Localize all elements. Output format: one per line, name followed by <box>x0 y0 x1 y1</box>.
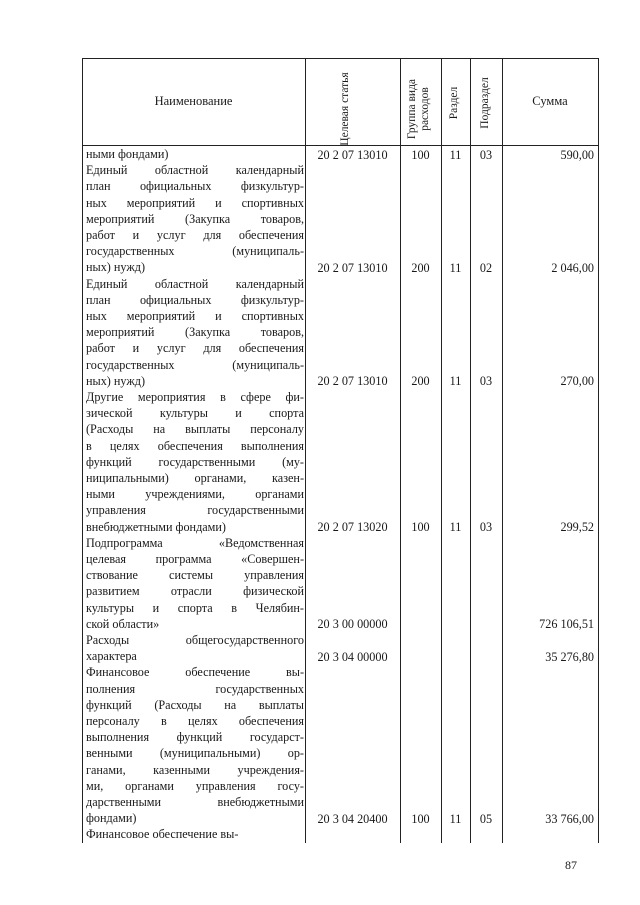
row-name-line: характера <box>86 649 137 664</box>
row-sum: 35 276,80 <box>545 649 594 664</box>
table-row <box>86 146 304 162</box>
row-name-line: ствование системы управления <box>86 568 304 583</box>
table-top-border <box>82 58 598 59</box>
row-name-line: зической культуры и спорта <box>86 406 304 421</box>
row-section: 11 <box>449 374 462 389</box>
row-name-line: функций (Расходы на выплаты <box>86 697 304 712</box>
row-section: 11 <box>449 520 462 535</box>
row-name-line: ными учреждениями, органами <box>86 487 304 502</box>
page-number: 87 <box>565 858 577 872</box>
row-group: 100 <box>411 147 430 162</box>
row-name-line: ных мероприятий и спортивных <box>86 195 304 210</box>
row-subsection: 03 <box>479 520 493 535</box>
col-border-name <box>305 58 306 843</box>
row-name-line: ных) нужд) <box>86 260 146 275</box>
col-border-right <box>598 58 599 843</box>
row-name-line: культуры и спорта в Челябин- <box>86 600 304 615</box>
row-name-line: Единый областной календарный <box>86 163 304 178</box>
row-group: 100 <box>411 520 430 535</box>
row-name-line: Единый областной календарный <box>86 276 304 291</box>
row-name-line: план официальных физкультур- <box>86 179 304 194</box>
row-sum: 270,00 <box>560 374 594 389</box>
row-target: 20 2 07 13010 <box>317 260 388 275</box>
row-sum: 33 766,00 <box>545 811 594 826</box>
row-subsection: 03 <box>479 147 493 162</box>
table-row <box>86 162 304 275</box>
row-section: 11 <box>449 260 462 275</box>
col-border-target <box>400 58 401 843</box>
row-name-line: целевая программа «Совершен- <box>86 551 304 566</box>
row-name-line: управления государственными <box>86 503 304 518</box>
col-border-subsection <box>502 58 503 843</box>
row-name-line: ской области» <box>86 616 160 631</box>
row-name-line: в целях обеспечения выполнения <box>86 438 304 453</box>
header-sum: Сумма <box>532 94 568 108</box>
row-sum: 299,52 <box>560 520 594 535</box>
row-group: 200 <box>411 260 430 275</box>
row-name-line: ганами, казенными учреждения- <box>86 762 304 777</box>
row-name-line: полнения государственных <box>86 681 304 696</box>
row-name-line: ми, органами управления госу- <box>86 778 304 793</box>
table-row <box>86 276 304 389</box>
row-name-line: работ и услуг для обеспечения <box>86 341 304 356</box>
col-border-group <box>441 58 442 843</box>
row-target: 20 2 07 13010 <box>317 374 388 389</box>
row-name-line: выполнения функций государст- <box>86 730 304 745</box>
row-name-line: функций государственными (му- <box>86 454 304 469</box>
row-subsection: 05 <box>479 811 493 826</box>
header-name: Наименование <box>154 94 233 108</box>
header-group: Группа вида расходов <box>406 78 431 140</box>
table-row <box>86 826 304 842</box>
row-name-line: государственных (муниципаль- <box>86 244 304 259</box>
row-name-line: мероприятий (Закупка товаров, <box>86 211 304 226</box>
table-row <box>86 535 304 632</box>
row-subsection: 03 <box>479 374 493 389</box>
row-target: 20 3 04 00000 <box>317 649 388 664</box>
row-group: 100 <box>411 811 430 826</box>
row-sum: 726 106,51 <box>539 617 594 632</box>
row-name-line: государственных (муниципаль- <box>86 357 304 372</box>
row-name-line: Финансовое обеспечение вы- <box>86 827 239 842</box>
row-name-line: ными фондами) <box>86 147 169 161</box>
row-name-line: фондами) <box>86 811 137 826</box>
row-name-line: Финансовое обеспечение вы- <box>86 665 304 680</box>
row-section: 11 <box>449 811 462 826</box>
header-section: Раздел <box>448 86 460 120</box>
row-name-line: план официальных физкультур- <box>86 292 304 307</box>
row-name-line: развитием отрасли физической <box>86 584 304 599</box>
table-row <box>86 664 304 826</box>
row-name-line: Подпрограмма «Ведомственная <box>86 535 304 550</box>
row-name-line: персоналу в целях обеспечения <box>86 713 304 728</box>
row-name-line: работ и услуг для обеспечения <box>86 227 304 242</box>
row-target: 20 2 07 13010 <box>317 147 388 162</box>
row-sum: 590,00 <box>560 147 594 162</box>
row-name-line: ниципальными) органами, казен- <box>86 470 304 485</box>
row-name-line: Другие мероприятия в сфере фи- <box>86 390 304 404</box>
row-name-line: (Расходы на выплаты персоналу <box>86 422 304 437</box>
row-name-line: ных) нужд) <box>86 373 146 388</box>
row-section: 11 <box>449 147 462 162</box>
row-target: 20 3 00 00000 <box>317 617 388 632</box>
row-name-line: ных мероприятий и спортивных <box>86 308 304 323</box>
row-sum: 2 046,00 <box>551 260 594 275</box>
header-subsection: Подраздел <box>479 77 491 129</box>
row-name-line: венными (муниципальными) ор- <box>86 746 304 761</box>
row-target: 20 3 04 20400 <box>317 811 388 826</box>
header-target: Целевая статья <box>339 72 351 146</box>
col-border-left <box>82 58 83 843</box>
row-name-line: мероприятий (Закупка товаров, <box>86 325 304 340</box>
row-target: 20 2 07 13020 <box>317 520 388 535</box>
col-border-section <box>470 58 471 843</box>
row-name-line: внебюджетными фондами) <box>86 519 226 534</box>
row-name-line: дарственными внебюджетными <box>86 794 304 809</box>
row-name-line: Расходы общегосударственного <box>86 633 304 647</box>
row-group: 200 <box>411 374 430 389</box>
table-row <box>86 389 304 535</box>
table-row <box>86 632 304 664</box>
row-subsection: 02 <box>479 260 493 275</box>
